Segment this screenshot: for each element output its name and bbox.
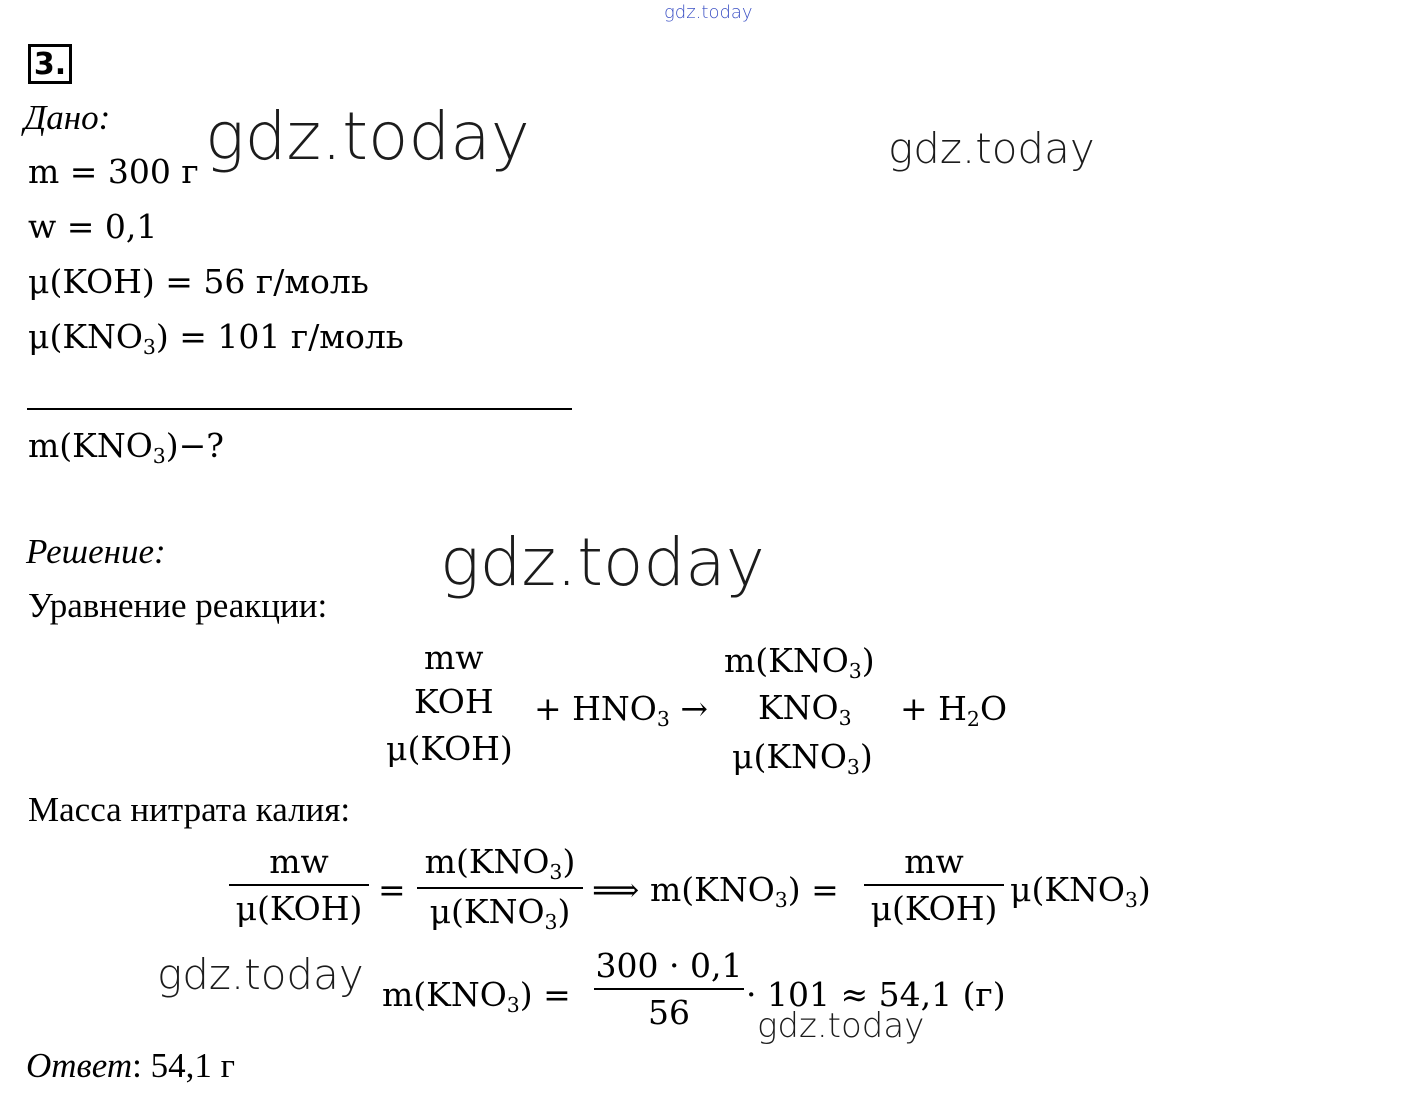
text: ) = (519, 975, 571, 1014)
answer-value: : 54,1 г (132, 1046, 235, 1085)
fraction-bar (229, 884, 369, 886)
watermark: gdz.today (888, 124, 1095, 173)
text: μ(KNO (28, 317, 143, 356)
calc-result: · 101 ≈ 54,1 (г) (746, 975, 1006, 1014)
proportion-lhs (650, 870, 839, 912)
fraction-bar (864, 884, 1004, 886)
text: )−? (165, 426, 224, 465)
subscript: 3 (506, 993, 520, 1018)
subscript: 3 (1124, 888, 1138, 913)
fraction-kno3 (417, 842, 583, 934)
subscript: 3 (544, 910, 558, 935)
calc-lhs (382, 975, 571, 1017)
text: ) (557, 892, 571, 932)
text: m(KNO (724, 641, 849, 680)
text: + H (900, 689, 967, 728)
reaction-arrow: → (680, 689, 709, 728)
numerator: mw (269, 842, 329, 881)
subscript: 3 (142, 335, 156, 360)
answer-line (26, 1046, 235, 1086)
subscript: 3 (846, 755, 860, 780)
find-line (28, 426, 224, 468)
text: ) = (787, 870, 839, 909)
fraction-bar (594, 988, 744, 990)
fraction-calc (594, 946, 744, 1032)
equals-sign: = (378, 870, 406, 909)
reaction-kno3-bottom (732, 737, 873, 779)
fraction-mw-koh-2 (864, 842, 1004, 928)
given-mass: m = 300 г (28, 152, 199, 191)
watermark: gdz.today (440, 524, 765, 601)
text: μ(KNO (732, 737, 847, 776)
numerator: 300 · 0,1 (595, 946, 743, 985)
subscript: 3 (656, 707, 670, 732)
text: + HNO (534, 689, 657, 728)
proportion-tail (1010, 870, 1151, 912)
watermark: gdz.today (757, 1006, 925, 1046)
text: KNO (758, 688, 839, 727)
watermark: gdz.today (157, 950, 364, 999)
reaction-koh: KOH (414, 682, 494, 721)
reaction-label: Уравнение реакции: (28, 586, 328, 625)
text: m(KNO (424, 842, 550, 881)
subscript: 3 (774, 888, 788, 913)
denominator: 56 (648, 993, 690, 1032)
given-divider (27, 408, 572, 410)
text: ) (562, 842, 576, 881)
reaction-koh-top: mw (424, 638, 484, 677)
subscript: 3 (549, 860, 563, 885)
task-number: 3. (28, 44, 72, 84)
text: O (979, 689, 1007, 728)
reaction-h2o (900, 689, 1007, 731)
implies-arrow: ⟹ (592, 870, 640, 909)
watermark: gdz.today (205, 98, 530, 175)
text: ) (861, 641, 875, 680)
given-label: Дано: (24, 98, 111, 137)
fraction-bar (417, 887, 583, 889)
given-molar-koh: μ(KOH) = 56 г/моль (28, 262, 369, 301)
fraction-mw-koh (229, 842, 369, 928)
subscript: 3 (152, 444, 166, 469)
denominator: μ(KOH) (870, 889, 998, 928)
numerator: mw (904, 842, 964, 881)
subscript: 2 (966, 707, 980, 732)
reaction-kno3 (758, 688, 852, 730)
reaction-koh-bottom: μ(KOH) (386, 729, 513, 768)
solution-label: Решение: (26, 532, 166, 571)
denominator (417, 892, 583, 934)
given-fraction: w = 0,1 (28, 207, 158, 246)
given-molar-kno3 (28, 317, 404, 359)
text: ) = 101 г/моль (155, 317, 404, 356)
text: μ(KNO (429, 892, 545, 932)
denominator: μ(KOH) (235, 889, 363, 928)
answer-label: Ответ (26, 1046, 133, 1085)
numerator (417, 842, 583, 884)
subscript: 3 (838, 706, 852, 731)
reaction-kno3-top (724, 641, 875, 683)
text: ) (859, 737, 873, 776)
text: ) (1137, 870, 1151, 909)
mass-label: Масса нитрата калия: (28, 790, 351, 829)
reaction-hno3 (534, 689, 708, 731)
text: μ(KNO (1010, 870, 1125, 909)
watermark-top: gdz.today (664, 2, 753, 23)
text: m(KNO (650, 870, 775, 909)
text: m(KNO (28, 426, 153, 465)
text: m(KNO (382, 975, 507, 1014)
subscript: 3 (848, 659, 862, 684)
